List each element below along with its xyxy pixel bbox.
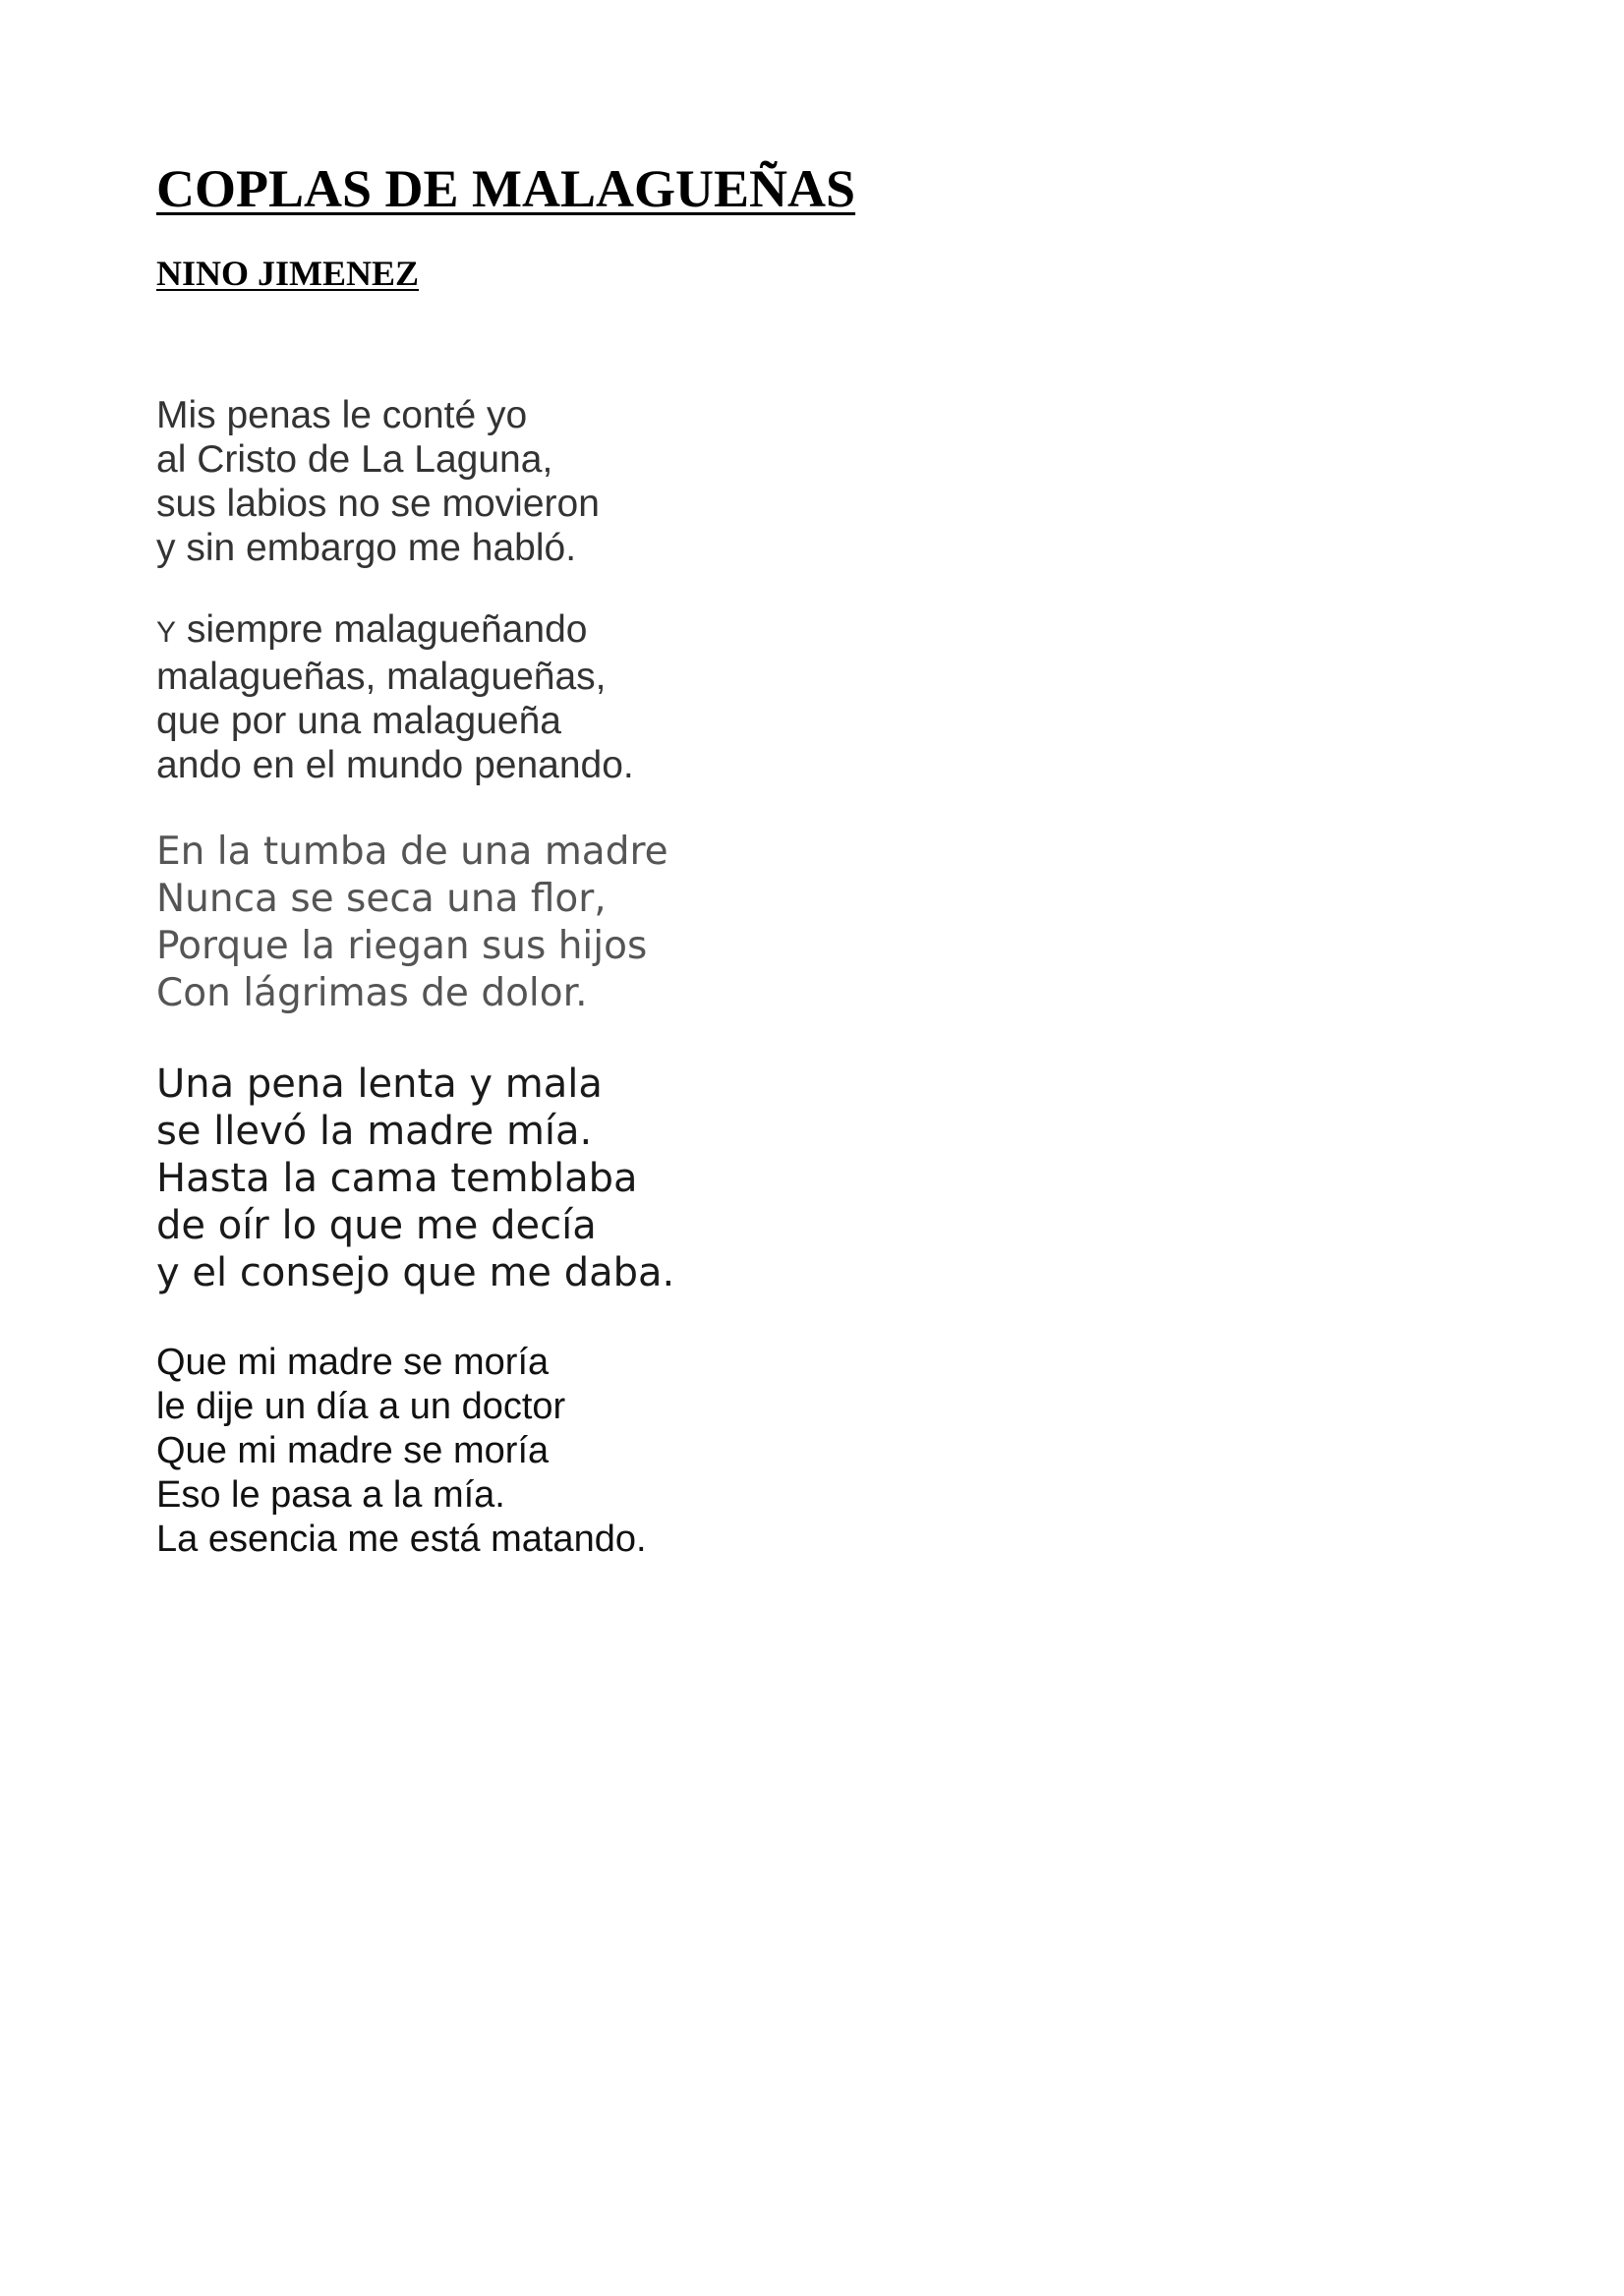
verse-line: Que mi madre se moría xyxy=(156,1342,550,1383)
verse-line: ando en el mundo penando. xyxy=(156,744,634,786)
verse-line: malagueñas, malagueñas, xyxy=(156,656,607,698)
verse-line: Que mi madre se moría xyxy=(156,1430,550,1471)
verse-line: Hasta la cama temblaba xyxy=(156,1156,638,1201)
verse-line: Porque la riegan sus hijos xyxy=(156,924,648,968)
verse-line: y el consejo que me daba. xyxy=(156,1250,675,1295)
verse-line: En la tumba de una madre xyxy=(156,830,668,874)
verse-line: de oír lo que me decía xyxy=(156,1203,597,1248)
author-name: NINO JIMENEZ xyxy=(156,254,420,293)
verse-line: Nunca se seca una flor, xyxy=(156,877,607,921)
verse-line: La esencia me está matando. xyxy=(156,1519,647,1560)
verse-line: Mis penas le conté yo xyxy=(156,394,528,436)
verse-line: sus labios no se movieron xyxy=(156,483,600,525)
verse-line: y sin embargo me habló. xyxy=(156,527,577,569)
verse-initial: Y xyxy=(156,616,177,649)
stanza-1 xyxy=(156,393,600,570)
verse-line: al Cristo de La Laguna, xyxy=(156,438,553,481)
verse-line: le dije un día a un doctor xyxy=(156,1386,566,1427)
stanza-5 xyxy=(156,1341,647,1562)
verse-line: Una pena lenta y mala xyxy=(156,1062,603,1107)
stanza-3 xyxy=(156,829,668,1017)
verse-line: se llevó la madre mía. xyxy=(156,1109,593,1154)
verse-line: Eso le pasa a la mía. xyxy=(156,1474,505,1516)
document-title: COPLAS DE MALAGUEÑAS xyxy=(156,159,856,218)
verse-line: Con lágrimas de dolor. xyxy=(156,971,588,1015)
verse-line xyxy=(156,607,634,655)
stanza-4 xyxy=(156,1061,674,1296)
verse-line-rest: siempre malagueñando xyxy=(176,608,588,651)
verse-line: que por una malagueña xyxy=(156,700,561,742)
stanza-2 xyxy=(156,607,634,787)
